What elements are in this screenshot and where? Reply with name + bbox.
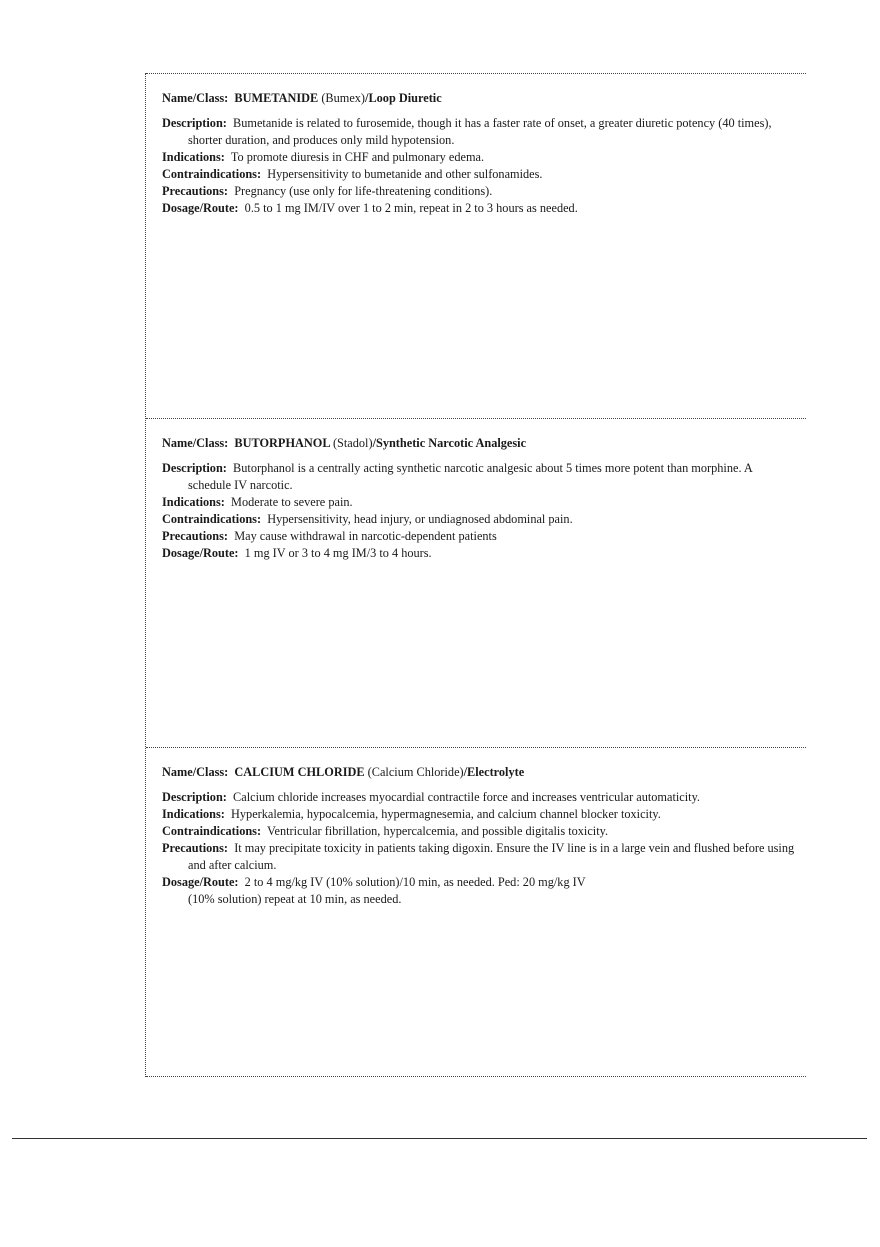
contraindications-label: Contraindications: [162, 512, 262, 526]
name-class-line [162, 764, 796, 781]
page-bottom-rule [12, 1138, 867, 1139]
indications-label: Indications: [162, 150, 225, 164]
dosage-route-label: Dosage/Route: [162, 201, 239, 215]
dosage-route-label: Dosage/Route: [162, 546, 239, 560]
contraindications-label: Contraindications: [162, 824, 262, 838]
indications-field [162, 494, 796, 511]
contraindications-field [162, 511, 796, 528]
name-class-label: Name/Class: [162, 765, 229, 779]
drug-class: /Electrolyte [463, 765, 525, 779]
drug-card-bumetanide [146, 73, 806, 418]
indications-field [162, 806, 796, 823]
precautions-text: May cause withdrawal in narcotic-dependent patients [234, 529, 497, 543]
drug-brand: (Stadol) [332, 436, 373, 450]
description-label: Description: [162, 116, 227, 130]
indications-text: Hyperkalemia, hypocalcemia, hypermagnesemia, and calcium channel blocker toxicity. [231, 807, 661, 821]
dosage-route-text: 2 to 4 mg/kg IV (10% solution)/10 min, as needed. Ped: 20 mg/kg IV [244, 875, 586, 889]
precautions-field [162, 840, 796, 874]
dosage-route-text: 0.5 to 1 mg IM/IV over 1 to 2 min, repeat in 2 to 3 hours as needed. [244, 201, 578, 215]
description-field [162, 460, 796, 494]
dosage-route-text: 1 mg IV or 3 to 4 mg IM/3 to 4 hours. [244, 546, 432, 560]
precautions-field [162, 528, 796, 545]
contraindications-text: Hypersensitivity to bumetanide and other sulfonamides. [267, 167, 543, 181]
indications-field [162, 149, 796, 166]
description-field [162, 115, 796, 149]
contraindications-field [162, 166, 796, 183]
name-class-line [162, 435, 796, 452]
name-class-label: Name/Class: [162, 91, 229, 105]
drug-name: BUTORPHANOL [234, 436, 330, 450]
drug-brand: (Bumex) [321, 91, 366, 105]
name-class-label: Name/Class: [162, 436, 229, 450]
indications-text: Moderate to severe pain. [231, 495, 353, 509]
drug-brand: (Calcium Chloride) [367, 765, 464, 779]
description-text: Butorphanol is a centrally acting synthetic narcotic analgesic about 5 times more potent than morphine. A schedule IV narcotic. [188, 461, 753, 492]
contraindications-label: Contraindications: [162, 167, 262, 181]
contraindications-field [162, 823, 796, 840]
description-field [162, 789, 796, 806]
indications-label: Indications: [162, 495, 225, 509]
name-class-line [162, 90, 796, 107]
dosage-route-label: Dosage/Route: [162, 875, 239, 889]
contraindications-text: Ventricular fibrillation, hypercalcemia, and possible digitalis toxicity. [267, 824, 609, 838]
drug-class: /Synthetic Narcotic Analgesic [372, 436, 527, 450]
drug-card-sheet [145, 73, 806, 1077]
description-text: Bumetanide is related to furosemide, though it has a faster rate of onset, a greater diuretic potency (40 times), shorter duration, and produces only mild hypotension. [188, 116, 772, 147]
precautions-label: Precautions: [162, 184, 229, 198]
description-label: Description: [162, 790, 227, 804]
dosage-route-field [162, 874, 796, 908]
precautions-field [162, 183, 796, 200]
contraindications-text: Hypersensitivity, head injury, or undiagnosed abdominal pain. [267, 512, 573, 526]
drug-card-butorphanol [146, 418, 806, 747]
dosage-route-text-continued: (10% solution) repeat at 10 min, as needed. [188, 892, 402, 906]
drug-name: BUMETANIDE [234, 91, 319, 105]
precautions-label: Precautions: [162, 841, 229, 855]
description-text: Calcium chloride increases myocardial contractile force and increases ventricular automaticity. [233, 790, 701, 804]
dosage-route-field [162, 200, 796, 217]
description-label: Description: [162, 461, 227, 475]
precautions-label: Precautions: [162, 529, 229, 543]
precautions-text: Pregnancy (use only for life-threatening conditions). [234, 184, 493, 198]
drug-name: CALCIUM CHLORIDE [234, 765, 365, 779]
indications-label: Indications: [162, 807, 225, 821]
dosage-route-field [162, 545, 796, 562]
drug-class: /Loop Diuretic [365, 91, 442, 105]
indications-text: To promote diuresis in CHF and pulmonary edema. [230, 150, 485, 164]
precautions-text: It may precipitate toxicity in patients taking digoxin. Ensure the IV line is in a large vein and flushed before using and after calcium. [188, 841, 795, 872]
drug-card-calcium-chloride [146, 747, 806, 1077]
